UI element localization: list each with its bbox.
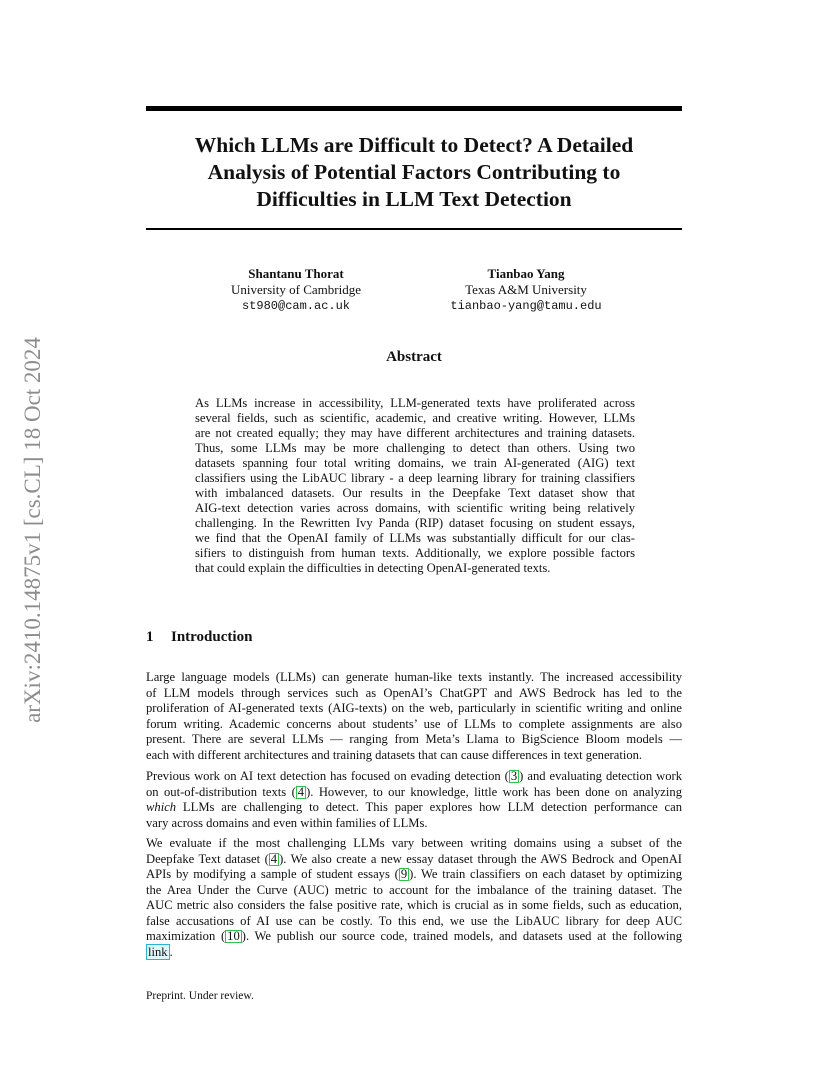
title-line: Which LLMs are Difficult to Detect? A Detailed (194, 133, 634, 157)
abstract-line: several fields, such as scientific, academic, and creative writing. However, LLMs (195, 411, 635, 425)
text-run: . We publish our source code, trained models, and datasets used at the following (245, 929, 682, 943)
paragraph-line: AUC metric also considers the false positive rate, which is crucial as in some fields, such as education, (146, 898, 682, 912)
citation-link[interactable]: 9 (400, 867, 408, 881)
citation-link[interactable]: 10 (227, 929, 240, 943)
abstract-body (195, 396, 635, 576)
section-number: 1 (146, 629, 154, 645)
author-block (210, 266, 382, 314)
citation-link[interactable]: 4 (297, 784, 305, 799)
title-bottom-rule (146, 228, 682, 230)
author-block (436, 266, 616, 314)
abstract-line: As LLMs increase in accessibility, LLM-generated texts have proliferated across (195, 396, 635, 410)
intro-paragraph-3 (146, 836, 682, 960)
abstract-line: are not created equally; they may have different architectures and training datasets. (195, 426, 635, 440)
title-line: Difficulties in LLM Text Detection (256, 187, 572, 211)
author-email: tianbao-yang@tamu.edu (450, 299, 602, 313)
abstract-line: classifiers using the LibAUC library - a deep learning library for training classifiers (195, 471, 635, 485)
section-title: Introduction (171, 629, 253, 645)
paragraph-line: Large language models (LLMs) can generate human-like texts instantly. The increased accessibility (146, 670, 682, 684)
text-run: . We also create a new essay dataset through the AWS Bedrock and OpenAI (283, 851, 683, 866)
paragraph-line: forum writing. Academic concerns about students’ use of LLMs to complete assignments are also (146, 716, 682, 731)
author-affiliation: University of Cambridge (231, 282, 361, 297)
text-run: . (169, 944, 173, 959)
paragraph-line: the Area Under the Curve (AUC) metric to account for the imbalance of the training dataset. The (146, 882, 682, 897)
paragraph-line: present. There are several LLMs — ranging from Meta’s Llama to BigScience Bloom models — (146, 732, 682, 746)
text-run: . However, to our knowledge, little work has been done on analyzing (310, 784, 682, 799)
text-run: Deepfake Text dataset (146, 851, 265, 866)
section-heading (146, 629, 252, 646)
paragraph-line: maximization ( 10 ). We publish our source code, trained models, and datasets used at the following (146, 929, 682, 943)
preprint-footer: Preprint. Under review. (146, 990, 254, 1002)
author-email: st980@cam.ac.uk (241, 299, 351, 313)
text-run: on out-of-distribution texts (146, 784, 292, 799)
text-run: and evaluating detection work (523, 769, 682, 783)
paragraph-line: Deepfake Text dataset ( 4 ). We also create a new essay dataset through the AWS Bedrock and OpenAI (146, 851, 683, 866)
citation-link[interactable]: 3 (510, 769, 518, 783)
paragraph-line: proliferation of AI-generated texts (AIG-texts) on the web, particularly in scientific writing and online (146, 701, 682, 715)
paragraph-line (146, 800, 682, 816)
abstract-heading: Abstract (386, 349, 442, 365)
abstract-line: sifiers to distinguish from human texts. Additionally, we explore possible factors (195, 546, 635, 560)
paper-title (146, 132, 682, 213)
title-line: Analysis of Potential Factors Contributing to (207, 160, 621, 184)
intro-paragraph-2 (146, 769, 682, 831)
citation-link[interactable]: 4 (270, 851, 278, 866)
author-name: Tianbao Yang (487, 266, 565, 281)
text-run: APIs by modifying a sample of student essays (146, 867, 395, 881)
abstract-line: that could explain the difficulties in detecting OpenAI-generated texts. (195, 561, 551, 575)
abstract-line: challenging. In the Rewritten Ivy Panda (RIP) dataset focusing on student essays, (195, 516, 635, 530)
text-run: . We train classifiers on each dataset by optimizing (413, 867, 682, 881)
author-name: Shantanu Thorat (248, 266, 344, 281)
abstract-line: we find that the OpenAI family of LLMs was substantially difficult for our clas- (195, 531, 635, 545)
text-run: LLMs are challenging to detect. This paper explores how LLM detection performance can (176, 800, 682, 814)
paragraph-line: of LLM models through services such as OpenAI’s ChatGPT and AWS Bedrock has led to the (146, 685, 682, 700)
paragraph-line: on out-of-distribution texts ( 4 ). However, to our knowledge, little work has been done on analyzing (146, 784, 682, 799)
text-run: Previous work on AI text detection has focused on evading detection (146, 769, 505, 783)
paragraph-line: each with different architectures and training datasets that can cause differences in text generation. (146, 747, 643, 762)
paragraph-line: We evaluate if the most challenging LLMs vary between writing domains using a subset of the (146, 836, 682, 850)
paragraph-line: APIs by modifying a sample of student essays ( 9 ). We train classifiers on each dataset by optimizing (146, 867, 682, 881)
intro-paragraph-1 (146, 670, 682, 763)
abstract-line: with imbalanced datasets. Our results in the Deepfake Text dataset show that (195, 486, 635, 500)
paragraph-line: Previous work on AI text detection has focused on evading detection ( 3 ) and evaluating detection work (146, 769, 682, 783)
arxiv-identifier: arXiv:2410.14875v1 [cs.CL] 18 Oct 2024 (20, 337, 45, 723)
title-top-rule (146, 106, 682, 111)
author-affiliation: Texas A&M University (465, 282, 587, 297)
abstract-line: AIG-text detection varies across domains, with scientific writing being relatively (195, 501, 635, 515)
paragraph-line: false accusations of AI use can be costly. To this end, we use the LibAUC library for deep AUC (146, 913, 682, 928)
abstract-line: Thus, some LLMs may be more challenging to detect than others. Using two (195, 441, 635, 455)
text-run: maximization (146, 929, 221, 943)
paragraph-line: vary across domains and even within families of LLMs. (146, 815, 428, 830)
abstract-line: datasets spanning four total writing domains, we train AI-generated (AIG) text (195, 456, 635, 470)
emphasis-text: which (146, 800, 177, 814)
source-code-link[interactable]: link (148, 944, 168, 959)
paragraph-line (146, 945, 682, 961)
